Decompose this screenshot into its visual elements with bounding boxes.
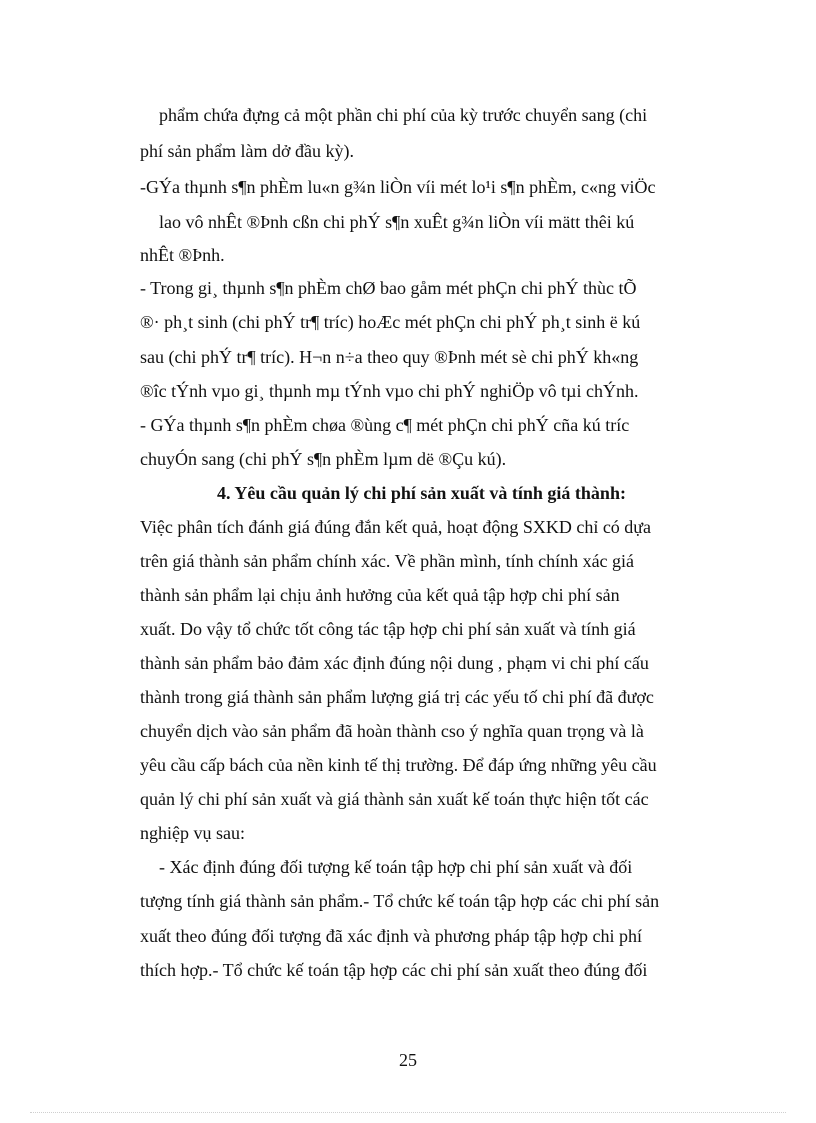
text-line: phẩm chứa đựng cả một phần chi phí của kỳ trước chuyển sang (chi — [159, 105, 648, 125]
text-line: phí sản phẩm làm dở đầu kỳ). — [140, 141, 354, 161]
text-line: xuất theo đúng đối tượng đã xác định và phương pháp tập hợp chi phí — [140, 926, 642, 946]
text-line: - Xác định đúng đối tượng kế toán tập hợp chi phí sản xuất và đối — [159, 857, 633, 877]
text-line: chuyÓn sang (chi phÝ s¶n phÈm lµm dë ®Çu kú). — [140, 449, 507, 469]
text-line: ®· ph¸t sinh (chi phÝ tr¶ tríc) hoÆc mét phÇn chi phÝ ph¸t sinh ë kú — [140, 312, 641, 332]
text-line: Việc phân tích đánh giá đúng đắn kết quả, hoạt động SXKD chỉ có dựa — [140, 517, 652, 537]
text-line: ®îc tÝnh vµo gi¸ thµnh mµ tÝnh vµo chi phÝ nghiÖp vô tµi chÝnh. — [140, 381, 639, 401]
text-line: nhÊt ®Þnh. — [140, 245, 225, 265]
text-line: -GÝa thµnh s¶n phÈm lu«n g¾n liÒn víi mét lo¹i s¶n phÈm, c«ng viÖc — [140, 177, 656, 197]
text-line: nghiệp vụ sau: — [140, 823, 245, 843]
text-line: lao vô nhÊt ®Þnh cßn chi phÝ s¶n xuÊt g¾n liÒn víi mätt thêi kú — [159, 212, 635, 232]
text-line: - Trong gi¸ thµnh s¶n phÈm chØ bao gåm mét phÇn chi phÝ thùc tÕ — [140, 278, 637, 298]
text-line: thích hợp.- Tổ chức kế toán tập hợp các chi phí sản xuất theo đúng đối — [140, 960, 648, 980]
text-line: yêu cầu cấp bách của nền kinh tế thị trường. Để đáp ứng những yêu cầu — [140, 755, 657, 775]
text-line: trên giá thành sản phẩm chính xác. Về phần mình, tính chính xác giá — [140, 551, 635, 571]
text-line: thành sản phẩm lại chịu ảnh hưởng của kết quả tập hợp chi phí sản — [140, 585, 620, 605]
text-line: thành trong giá thành sản phẩm lượng giá trị các yếu tố chi phí đã được — [140, 687, 654, 707]
text-line: tượng tính giá thành sản phẩm.- Tổ chức kế toán tập hợp các chi phí sản — [140, 891, 660, 911]
text-line: chuyển dịch vào sản phẩm đã hoàn thành cso ý nghĩa quan trọng và là — [140, 721, 644, 741]
section-heading: 4. Yêu cầu quản lý chi phí sản xuất và tính giá thành: — [217, 483, 626, 503]
page-bottom-edge — [30, 1112, 786, 1113]
page-number: 25 — [399, 1050, 417, 1070]
text-line: quản lý chi phí sản xuất và giá thành sản xuất kế toán thực hiện tốt các — [140, 789, 649, 809]
text-line: - GÝa thµnh s¶n phÈm chøa ®ùng c¶ mét phÇn chi phÝ cña kú tríc — [140, 415, 630, 435]
text-line: xuất. Do vậy tổ chức tốt công tác tập hợp chi phí sản xuất và tính giá — [140, 619, 636, 639]
text-line: sau (chi phÝ tr¶ tríc). H¬n n÷a theo quy ®Þnh mét sè chi phÝ kh«ng — [140, 347, 639, 367]
text-line: thành sản phẩm bảo đảm xác định đúng nội dung , phạm vi chi phí cấu — [140, 653, 649, 673]
